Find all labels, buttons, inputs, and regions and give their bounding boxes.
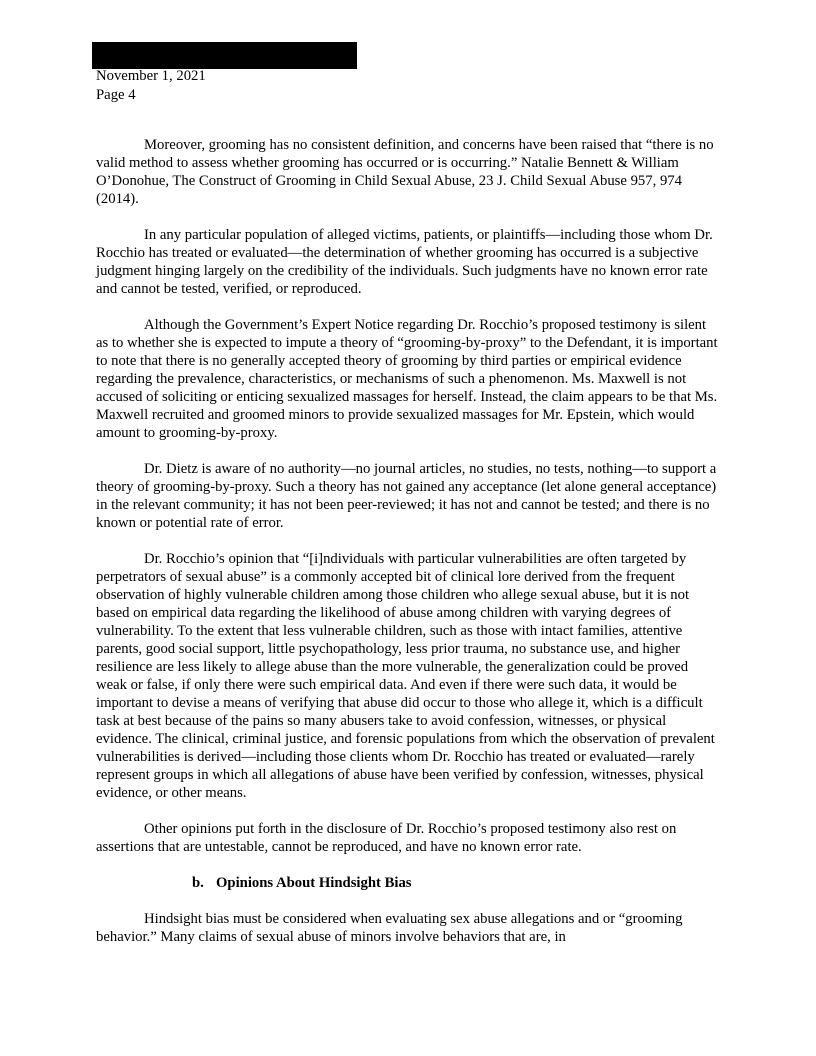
paragraph-no-authority: Dr. Dietz is aware of no authority—no journal articles, no studies, no tests, nothing—to support a theory of grooming-by-proxy. Such a theory has not gained any acceptance (let alone general acceptance) in the relevant community; it has not been peer-reviewed; it has not and cannot be tested; and there is no known or potential rate of error. bbox=[96, 461, 717, 531]
paragraph-vulnerabilities: Dr. Rocchio’s opinion that “[i]ndividuals with particular vulnerabilities are often targeted by perpetrators of sexual abuse” is a commonly accepted bit of clinical lore derived from the frequent observation of highly vulnerable children among those children who allege sexual abuse, but it is not based on empirical data regarding the likelihood of abuse among children with varying degrees of vulnerability. To the extent that less vulnerable children, such as those with intact families, attentive parents, good social support, little psychopathology, less prior trauma, no substance use, and higher resilience are less likely to allege abuse than the more vulnerable, the generalization could be proved weak or false, if only there were such empirical data. And even if there were such data, it would be important to devise a means of verifying that abuse did occur to those who allege it, which is a difficult task at best because of the pains so many abusers take to avoid confession, witnesses, or physical evidence. The clinical, criminal justice, and forensic populations from which the observation of prevalent vulnerabilities is derived—including those clients whom Dr. Rocchio has treated or evaluated—rarely represent groups in which all allegations of abuse have been verified by confession, witnesses, physical evidence, or other means. bbox=[96, 551, 715, 801]
paragraph-other-opinions: Other opinions put forth in the disclosure of Dr. Rocchio’s proposed testimony also rest on assertions that are untestable, cannot be reproduced, and have no known error rate. bbox=[96, 821, 677, 855]
paragraph-subjective-judgment: In any particular population of alleged victims, patients, or plaintiffs—including those whom Dr. Rocchio has treated or evaluated—the determination of whether grooming has occurred is a subjective judgment hinging largely on the credibility of the individuals. Such judgments have no known error rate and cannot be tested, verified, or reproduced. bbox=[96, 227, 713, 297]
page-header bbox=[96, 67, 206, 105]
paragraph-grooming-definition: Moreover, grooming has no consistent definition, and concerns have been raised that “there is no valid method to assess whether grooming has occurred or is occurring.” Natalie Bennett & William O’Donohue, The Construct of Grooming in Child Sexual Abuse, 23 J. Child Sexual Abuse 957, 974 (2014). bbox=[96, 137, 714, 207]
header-page-number: Page 4 bbox=[96, 87, 136, 103]
document-body bbox=[96, 136, 720, 946]
section-subheading bbox=[192, 874, 720, 892]
header-date: November 1, 2021 bbox=[96, 68, 206, 84]
subheading-letter: b. bbox=[192, 875, 204, 891]
redaction-bar bbox=[92, 42, 357, 69]
paragraph-hindsight-bias: Hindsight bias must be considered when evaluating sex abuse allegations and or “grooming behavior.” Many claims of sexual abuse of minors involve behaviors that are, in bbox=[96, 911, 683, 945]
subheading-title: Opinions About Hindsight Bias bbox=[216, 875, 412, 891]
paragraph-grooming-by-proxy: Although the Government’s Expert Notice regarding Dr. Rocchio’s proposed testimony is silent as to whether she is expected to impute a theory of “grooming-by-proxy” to the Defendant, it is important to note that there is no generally accepted theory of grooming by third parties or empirical evidence regarding the prevalence, characteristics, or mechanisms of such a phenomenon. Ms. Maxwell is not accused of soliciting or enticing sexualized massages for herself. Instead, the claim appears to be that Ms. Maxwell recruited and groomed minors to provide sexualized massages for Mr. Epstein, which would amount to grooming-by-proxy. bbox=[96, 317, 718, 441]
